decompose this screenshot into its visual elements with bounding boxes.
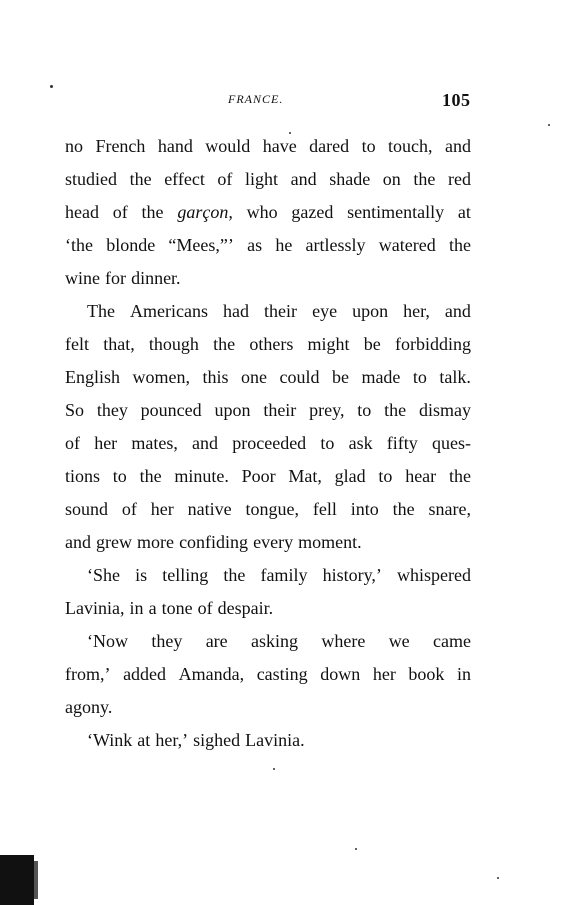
word: native	[187, 499, 232, 519]
italic-word: garçon,	[177, 202, 233, 222]
word: from,’	[65, 664, 111, 684]
word: the	[213, 334, 236, 354]
word: talk.	[439, 367, 471, 387]
word: every	[253, 532, 294, 552]
speck	[548, 124, 550, 126]
word: could	[279, 367, 320, 387]
word: tongue,	[245, 499, 299, 519]
word: one	[240, 367, 267, 387]
word: dismay	[418, 400, 471, 420]
word: Americans	[130, 301, 208, 321]
word: is	[135, 565, 148, 585]
word: fell	[312, 499, 337, 519]
word: moment.	[298, 532, 362, 552]
word: ‘the	[65, 235, 93, 255]
word: of	[197, 598, 213, 618]
word: whispered	[397, 565, 471, 585]
text-line	[65, 394, 471, 427]
text-line	[65, 295, 471, 328]
word: tions	[65, 466, 101, 486]
word: head	[65, 202, 99, 222]
word: they	[151, 631, 183, 651]
word: upon	[214, 400, 251, 420]
speck	[273, 768, 275, 770]
text-line	[65, 526, 471, 559]
word: dinner.	[131, 268, 181, 288]
word: light	[245, 169, 279, 189]
word: mates,	[131, 433, 178, 453]
word: and	[65, 532, 91, 552]
word: down	[320, 664, 361, 684]
word: and	[444, 301, 471, 321]
word: this	[202, 367, 229, 387]
word: where	[321, 631, 366, 651]
speck	[50, 85, 53, 88]
word: to	[361, 136, 376, 156]
word: artlessly	[305, 235, 366, 255]
text-line	[65, 691, 471, 724]
word: have	[262, 136, 297, 156]
word: wine	[65, 268, 100, 288]
word: to	[320, 433, 335, 453]
word: added	[123, 664, 167, 684]
word: and	[444, 136, 471, 156]
running-head: FRANCE.	[228, 92, 284, 106]
word: dared	[309, 136, 350, 156]
word: shade	[329, 169, 371, 189]
word: upon	[352, 301, 389, 321]
word: the	[413, 169, 436, 189]
word: effect	[164, 169, 205, 189]
text-line	[65, 658, 471, 691]
word: in	[129, 598, 144, 618]
word: be	[331, 367, 349, 387]
word: would	[205, 136, 251, 156]
word: her	[372, 664, 396, 684]
word: Lavinia.	[245, 730, 305, 750]
word: fifty	[386, 433, 418, 453]
word: to	[412, 367, 427, 387]
word: of	[112, 202, 128, 222]
word: ‘Wink	[87, 730, 133, 750]
text-line	[65, 130, 471, 163]
word: the	[384, 400, 407, 420]
word: be	[363, 334, 381, 354]
word: Lavinia,	[65, 598, 125, 618]
word: the	[448, 235, 471, 255]
word: no	[65, 136, 83, 156]
text-line	[65, 625, 471, 658]
word: glad	[334, 466, 366, 486]
word: more	[137, 532, 175, 552]
word: minute.	[174, 466, 229, 486]
word: had	[223, 301, 250, 321]
word: on	[382, 169, 401, 189]
word: forbidding	[394, 334, 471, 354]
word: others	[249, 334, 294, 354]
word: English	[65, 367, 121, 387]
word: blonde	[106, 235, 156, 255]
word: they	[96, 400, 128, 420]
body-text	[65, 130, 471, 757]
word: and	[290, 169, 317, 189]
text-line	[65, 559, 471, 592]
word: hear	[405, 466, 437, 486]
text-line	[65, 427, 471, 460]
text-line	[65, 493, 471, 526]
text-line	[65, 163, 471, 196]
word: ‘She	[87, 565, 120, 585]
word: sentimentally	[347, 202, 445, 222]
text-line	[65, 328, 471, 361]
speck	[355, 848, 357, 850]
word: family	[260, 565, 308, 585]
word: sound	[65, 499, 109, 519]
word: French	[95, 136, 146, 156]
word: to	[378, 466, 393, 486]
word: their	[264, 301, 298, 321]
text-line	[65, 262, 471, 295]
text-line	[65, 724, 471, 757]
word: ask	[348, 433, 373, 453]
word: proceeded	[232, 433, 307, 453]
word: into	[350, 499, 379, 519]
word: asking	[251, 631, 299, 651]
word: history,’	[322, 565, 382, 585]
word: her,	[403, 301, 430, 321]
scan-edge-mark	[0, 855, 34, 905]
word: book	[408, 664, 445, 684]
word: to	[357, 400, 372, 420]
word: despair.	[217, 598, 274, 618]
word: who	[246, 202, 278, 222]
word: So	[65, 400, 85, 420]
word: women,	[132, 367, 190, 387]
word: Poor	[241, 466, 276, 486]
word: at	[457, 202, 471, 222]
word: watered	[378, 235, 436, 255]
text-line	[65, 229, 471, 262]
word: her,’	[155, 730, 189, 750]
page-header	[0, 90, 564, 114]
word: red	[447, 169, 471, 189]
word: the	[129, 169, 152, 189]
word: and	[192, 433, 219, 453]
word: agony.	[65, 697, 113, 717]
word: the	[392, 499, 415, 519]
word: he	[275, 235, 293, 255]
text-line	[65, 196, 471, 229]
word: of	[121, 499, 137, 519]
word: in	[456, 664, 471, 684]
word: prey,	[309, 400, 345, 420]
word: a	[148, 598, 157, 618]
word: for	[105, 268, 127, 288]
word: the	[141, 202, 164, 222]
word: the	[223, 565, 246, 585]
word: Amanda,	[178, 664, 245, 684]
word: pounced	[140, 400, 202, 420]
word: snare,	[428, 499, 471, 519]
word: confiding	[179, 532, 249, 552]
word: as	[247, 235, 263, 255]
page-number: 105	[442, 90, 471, 110]
word: felt	[65, 334, 89, 354]
text-line	[65, 460, 471, 493]
text-line	[65, 592, 471, 625]
word: the	[139, 466, 162, 486]
word: hand	[157, 136, 193, 156]
word: touch,	[388, 136, 433, 156]
word: though	[148, 334, 199, 354]
word: of	[65, 433, 80, 453]
word: gazed	[291, 202, 334, 222]
word: of	[217, 169, 233, 189]
word: sighed	[193, 730, 241, 750]
word: studied	[65, 169, 117, 189]
word: to	[112, 466, 127, 486]
speck	[289, 132, 291, 134]
speck	[497, 877, 499, 879]
text-line	[65, 361, 471, 394]
word: came	[433, 631, 471, 651]
word: ques-	[431, 433, 471, 453]
word: at	[137, 730, 151, 750]
word: her	[94, 433, 118, 453]
word: ‘Now	[87, 631, 128, 651]
word: her	[150, 499, 174, 519]
word: are	[205, 631, 228, 651]
word: tone	[161, 598, 193, 618]
word: that,	[103, 334, 135, 354]
word: “Mees,”’	[168, 235, 234, 255]
word: telling	[162, 565, 209, 585]
word: Mat,	[288, 466, 322, 486]
word: we	[388, 631, 410, 651]
word: casting	[256, 664, 308, 684]
word: their	[263, 400, 297, 420]
word: the	[448, 466, 471, 486]
word: grew	[96, 532, 133, 552]
word: made	[361, 367, 401, 387]
word: eye	[312, 301, 338, 321]
word: might	[307, 334, 350, 354]
word: The	[87, 301, 115, 321]
